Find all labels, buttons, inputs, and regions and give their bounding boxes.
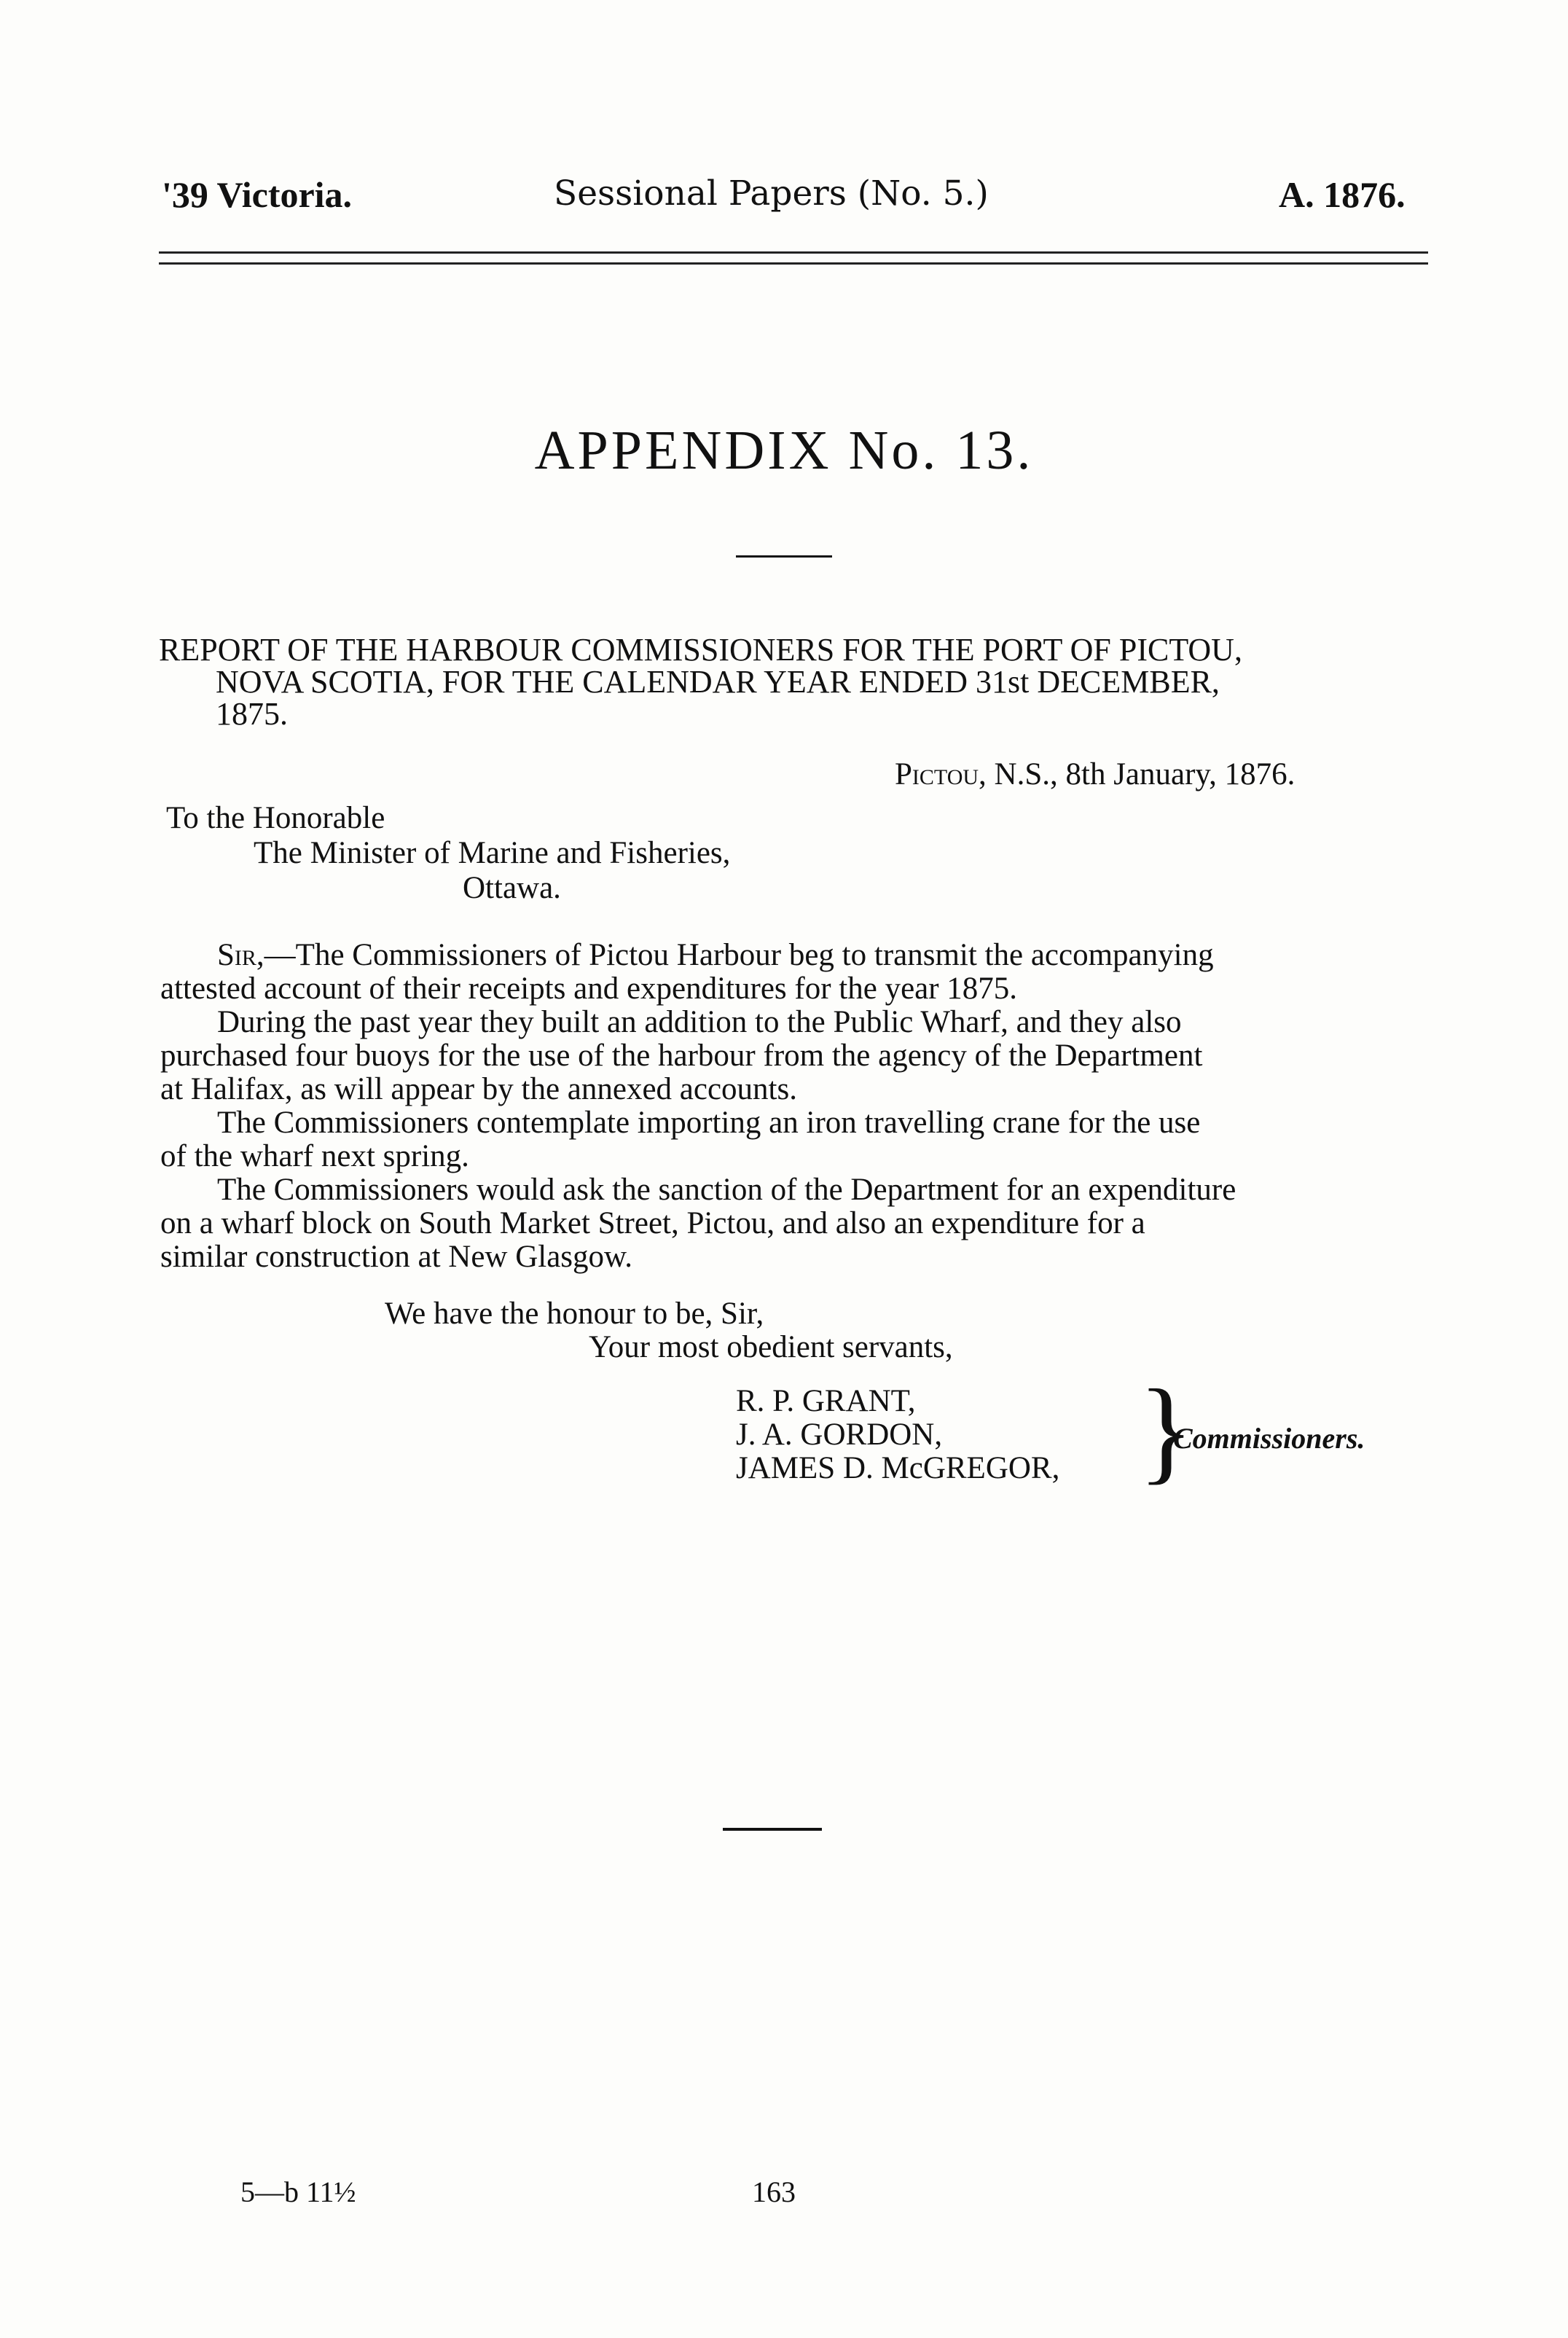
paragraph-4-line3: similar construction at New Glasgow.	[160, 1240, 633, 1274]
dateline-rest: , N.S., 8th January, 1876.	[979, 757, 1295, 791]
signatory-role: Commissioners.	[1173, 1422, 1365, 1455]
address-line2: The Minister of Marine and Fisheries,	[254, 836, 731, 870]
footer-signature-mark: 5—b 11½	[240, 2175, 356, 2208]
paragraph-1-line2: attested account of their receipts and expenditures for the year 1875.	[160, 971, 1018, 1006]
report-title-line1: REPORT OF THE HARBOUR COMMISSIONERS FOR THE PORT OF PICTOU,	[159, 632, 1242, 668]
title-divider	[736, 555, 832, 558]
report-title-line3: 1875.	[216, 696, 288, 732]
closing-line1: We have the honour to be, Sir,	[385, 1297, 764, 1331]
dateline-place: Pictou	[895, 757, 979, 791]
paragraph-3-line2: of the wharf next spring.	[160, 1139, 469, 1173]
paragraph-4-line1: The Commissioners would ask the sanction of the Department for an expenditure	[217, 1173, 1236, 1207]
closing-line2: Your most obedient servants,	[589, 1330, 953, 1364]
appendix-title: APPENDIX No. 13.	[534, 420, 1034, 481]
signatory-2: J. A. GORDON,	[736, 1418, 943, 1452]
paragraph-1-line1: Sir,—The Commissioners of Pictou Harbour beg to transmit the accompanying	[217, 938, 1214, 972]
end-divider	[723, 1828, 822, 1831]
address-line3: Ottawa.	[463, 871, 561, 905]
signatory-1: R. P. GRANT,	[736, 1384, 916, 1418]
paragraph-4-line2: on a wharf block on South Market Street, Pictou, and also an expenditure for a	[160, 1206, 1145, 1240]
salutation: Sir,	[217, 938, 264, 972]
header-left: '39 Victoria.	[162, 174, 353, 215]
page-number: 163	[752, 2175, 796, 2208]
paragraph-2-line2: purchased four buoys for the use of the harbour from the agency of the Department	[160, 1039, 1203, 1073]
header-center: Sessional Papers (No. 5.)	[554, 173, 989, 214]
address-line1: To the Honorable	[166, 801, 385, 835]
dateline	[895, 758, 1295, 791]
header-rule-bottom	[159, 262, 1428, 265]
paragraph-3-line1: The Commissioners contemplate importing an iron travelling crane for the use	[217, 1106, 1201, 1140]
paragraph-2-line3: at Halifax, as will appear by the annexed accounts.	[160, 1072, 797, 1106]
header-rule-top	[159, 251, 1428, 254]
report-title-line2: NOVA SCOTIA, FOR THE CALENDAR YEAR ENDED 31st DECEMBER,	[216, 664, 1220, 700]
header-right: A. 1876.	[1279, 174, 1406, 215]
paragraph-2-line1: During the past year they built an addition to the Public Wharf, and they also	[217, 1005, 1182, 1039]
signatory-3: JAMES D. McGREGOR,	[736, 1451, 1060, 1485]
brace-icon: }	[1138, 1365, 1194, 1495]
